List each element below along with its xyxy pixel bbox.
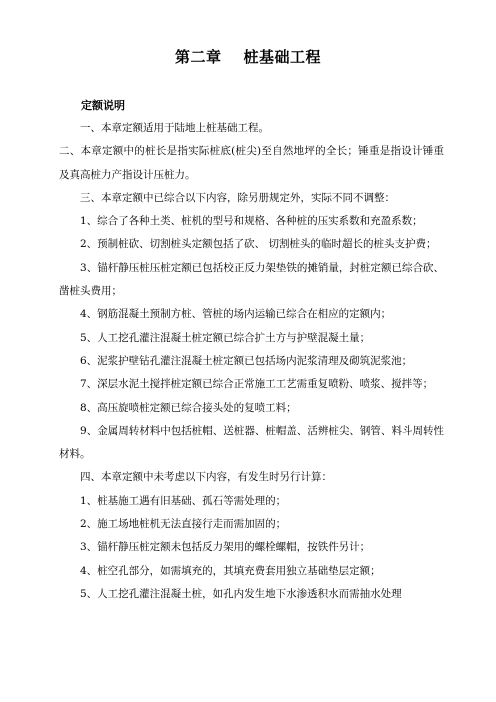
paragraph-3: 三、本章定额中已综合以下内容，除另册规定外，实际不同不调整： [80,191,395,204]
paragraph-7: 4、钢筋混凝土预制方桩、管桩的场内运输已综合在相应的定额内； [80,308,392,321]
section-heading: 定额说明 [81,99,125,112]
paragraph-10: 7、深层水泥土搅拌桩定额已综合正常施工工艺需重复喷粉、喷浆、搅拌等； [80,378,434,391]
paragraph-12: 9、金属周转材料中包括桩帽、送桩器、桩帽盖、活辨桩尖、钢管、料斗周转性材料。 [59,424,444,461]
paragraph-6: 3、锚杆静压桩压桩定额已包括校正反力架垫铁的摊销量，封桩定额已综合砍、凿桩头费用； [59,261,444,298]
chapter-number: 第二章 [174,48,222,66]
paragraph-5: 2、预制桩砍、切割桩头定额包括了砍、 切割桩头的临时超长的桩头支护费； [80,238,437,251]
paragraph-8: 5、人工挖孔灌注混凝土桩定额已综合扩土方与护壁混凝土量； [80,331,371,344]
paragraph-1: 一、本章定额适用于陆地上桩基础工程。 [80,122,269,134]
paragraph-4: 1、综合了各种土类、桩机的型号和规格、各种桩的压实系数和充盈系数； [80,215,423,228]
paragraph-17: 4、桩空孔部分，如需填充的，其填充费套用独立基础垫层定额； [80,564,381,577]
paragraph-15: 2、施工场地桩机无法直接行走而需加固的； [80,518,287,531]
paragraph-9: 6、泥浆护壁钻孔灌注混凝土桩定额已包括场内泥浆清理及砌筑泥浆池； [80,354,413,367]
chapter-name: 桩基础工程 [243,48,322,66]
paragraph-16: 3、锚杆静压桩定额未包括反力架用的螺栓螺帽，按铁件另计； [80,541,371,554]
paragraph-11: 8、高压旋喷桩定额已综合接头处的复喷工料； [80,401,297,414]
chapter-title [0,46,496,67]
paragraph-14: 1、桩基施工遇有旧基础、孤石等需处理的； [80,494,287,507]
paragraph-2: 二、本章定额中的桩长是指实际桩底(桩尖)至自然地坪的全长；锤重是指设计锤重及真高桩力产指设计压桩力。 [59,145,444,181]
document-body [59,117,444,606]
paragraph-18: 5、人工挖孔灌注混凝土桩，如孔内发生地下水渗透积水而需抽水处理 [80,587,402,600]
paragraph-13: 四、本章定额中未考虑以下内容，有发生时另行计算： [80,471,332,484]
